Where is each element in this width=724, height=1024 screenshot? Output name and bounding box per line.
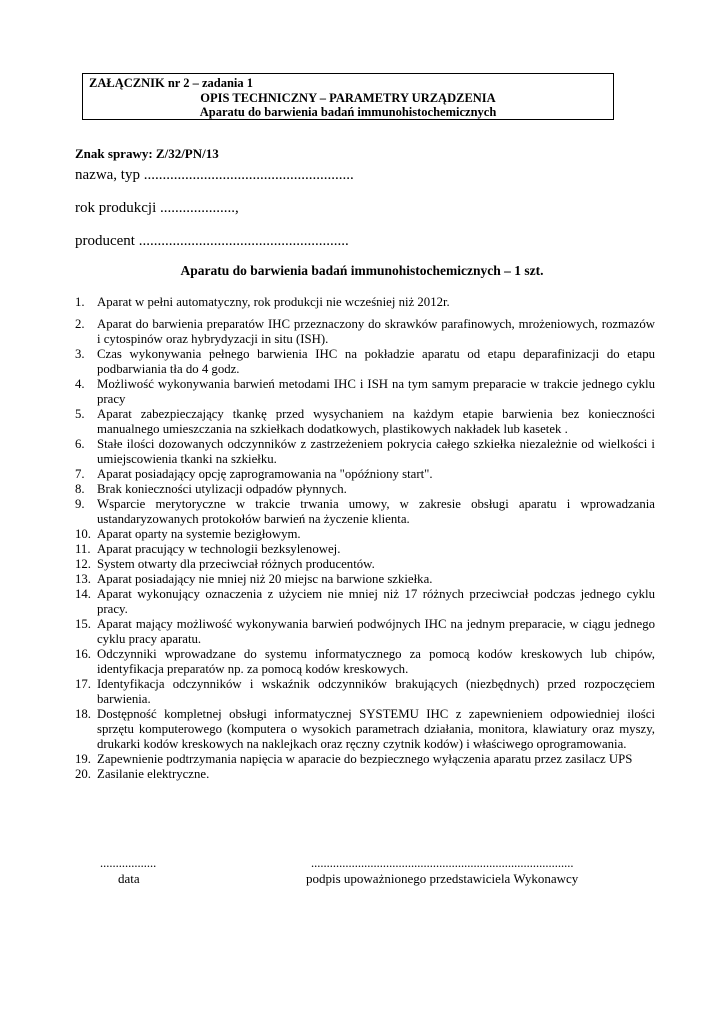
list-item <box>75 317 655 347</box>
item-number: 8. <box>75 482 85 496</box>
list-item <box>75 677 655 707</box>
item-text: Stałe ilości dozowanych odczynników z zastrzeżeniem pokrycia całego szkiełka niezależnie od wielkości i umiejscowienia tkanki na szkiełku. <box>97 437 655 466</box>
date-label: data <box>118 871 140 886</box>
list-item <box>75 347 655 377</box>
signature-label: podpis upoważnionego przedstawiciela Wykonawcy <box>306 871 579 886</box>
item-text: Dostępność kompletnej obsługi informatycznej SYSTEMU IHC z zapewnieniem odpowiedniej ilości sprzętu komputerowego (komputera o wysokich parametrach działania, monitora, klawiatury oraz myszy, drukarki kodów kreskowych na naklejkach oraz ręczny czytnik kodów) i właściwego oprogramowania. <box>97 707 655 751</box>
item-text: Wsparcie merytoryczne w trakcie trwania umowy, w zakresie obsługi aparatu i wprowadzania ustandaryzowanych protokołów barwień na życzenie klienta. <box>97 497 655 526</box>
item-text: Aparat oparty na systemie bezigłowym. <box>97 527 301 541</box>
item-text: Aparat pracujący w technologii bezksylenowej. <box>97 542 341 556</box>
item-number: 18. <box>75 707 91 721</box>
list-item <box>75 557 655 572</box>
list-item <box>75 767 655 782</box>
item-number: 11. <box>75 542 91 556</box>
item-text: Aparat posiadający nie mniej niż 20 miejsc na barwione szkiełka. <box>97 572 433 586</box>
list-item <box>75 617 655 647</box>
item-text: System otwarty dla przeciwciał różnych producentów. <box>97 557 375 571</box>
annex-title: ZAŁĄCZNIK nr 2 – zadania 1 <box>89 76 254 90</box>
list-item <box>75 527 655 542</box>
item-number: 14. <box>75 587 91 601</box>
list-item <box>75 647 655 677</box>
item-number: 9. <box>75 497 85 511</box>
item-number: 3. <box>75 347 85 361</box>
list-item <box>75 295 655 310</box>
item-number: 17. <box>75 677 91 691</box>
item-number: 10. <box>75 527 91 541</box>
list-item <box>75 497 655 527</box>
list-item <box>75 377 655 407</box>
device-title: Aparatu do barwienia badań immunohistochemicznych <box>199 105 497 119</box>
item-text: Odczynniki wprowadzane do systemu informatycznego za pomocą kodów kreskowych lub chipów, identyfikacja preparatów np. za pomocą kodów kreskowych. <box>97 647 655 676</box>
technical-description-title: OPIS TECHNICZNY – PARAMETRY URZĄDZENIA <box>200 91 496 105</box>
case-number: Znak sprawy: Z/32/PN/13 <box>75 146 219 161</box>
item-number: 15. <box>75 617 91 631</box>
item-text: Możliwość wykonywania barwień metodami IHC i ISH na tym samym preparacie w trakcie jednego cyklu pracy <box>97 377 655 406</box>
item-number: 1. <box>75 295 85 309</box>
item-text: Aparat zabezpieczający tkankę przed wysychaniem na każdym etapie barwienia bez konieczności manualnego umieszczania na szkiełkach dodatkowych, plastikowych nakładek lub kasetek . <box>97 407 655 436</box>
item-text: Aparat w pełni automatyczny, rok produkcji nie wcześniej niż 2012r. <box>97 295 450 309</box>
item-text: Brak konieczności utylizacji odpadów płynnych. <box>97 482 347 496</box>
item-number: 16. <box>75 647 91 661</box>
item-text: Zapewnienie podtrzymania napięcia w aparacie do bezpiecznego wyłączenia aparatu przez zasilacz UPS <box>97 752 633 766</box>
producer-field: producent ........................................................ <box>75 233 349 249</box>
production-year-field: rok produkcji ...................., <box>75 200 239 216</box>
list-item <box>75 587 655 617</box>
name-type-field: nazwa, typ ........................................................ <box>75 167 354 183</box>
item-number: 5. <box>75 407 85 421</box>
header-box <box>82 73 614 120</box>
item-number: 19. <box>75 752 91 766</box>
item-text: Identyfikacja odczynników i wskaźnik odczynników brakujących (niezbędnych) przed rozpoczęciem barwienia. <box>97 677 655 706</box>
list-item <box>75 752 655 767</box>
list-item <box>75 707 655 752</box>
item-number: 20. <box>75 767 91 781</box>
item-number: 4. <box>75 377 85 391</box>
list-item <box>75 467 655 482</box>
signature-dots: .................................................................................... <box>311 856 574 870</box>
list-item <box>75 572 655 587</box>
item-number: 2. <box>75 317 85 331</box>
item-number: 12. <box>75 557 91 571</box>
item-number: 13. <box>75 572 91 586</box>
list-item <box>75 407 655 437</box>
item-text: Aparat mający możliwość wykonywania barwień podwójnych IHC na jednym preparacie, w ciągu jednego cyklu pracy aparatu. <box>97 617 655 646</box>
item-number: 7. <box>75 467 85 481</box>
item-text: Zasilanie elektryczne. <box>97 767 210 781</box>
list-item <box>75 542 655 557</box>
item-text: Aparat do barwienia preparatów IHC przeznaczony do skrawków parafinowych, mrożeniowych, rozmazów i cytospinów oraz hybrydyzacji in situ (ISH). <box>97 317 655 346</box>
date-dots: .................. <box>100 856 157 870</box>
section-title: Aparatu do barwienia badań immunohistochemicznych – 1 szt. <box>180 263 544 278</box>
item-text: Aparat posiadający opcję zaprogramowania na "opóźniony start". <box>97 467 433 481</box>
item-number: 6. <box>75 437 85 451</box>
item-text: Czas wykonywania pełnego barwienia IHC na pokładzie aparatu od etapu deparafinizacji do etapu podbarwiania tła do 4 godz. <box>97 347 655 376</box>
list-item <box>75 482 655 497</box>
list-item <box>75 437 655 467</box>
requirements-list <box>75 295 655 782</box>
item-text: Aparat wykonujący oznaczenia z użyciem nie mniej niż 17 różnych przeciwciał podczas jednego cyklu pracy. <box>97 587 655 616</box>
